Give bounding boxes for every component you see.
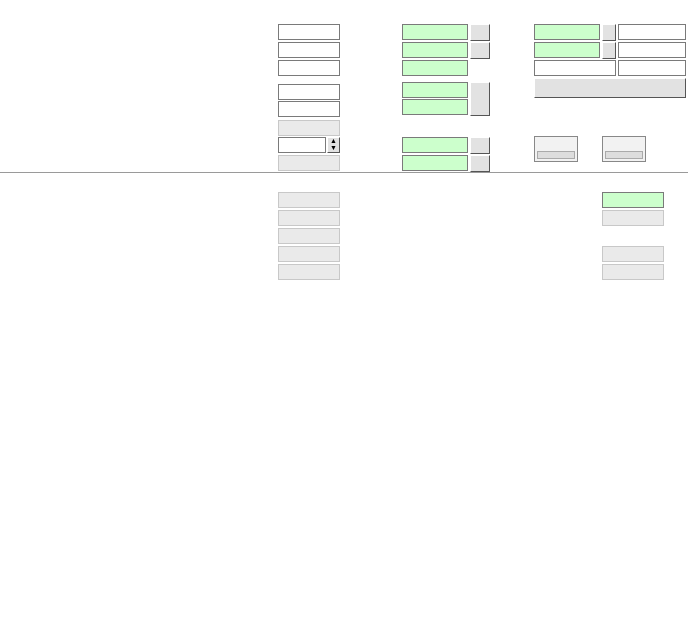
safety-factor <box>602 210 664 226</box>
prelim-value <box>402 42 468 58</box>
const-max-load <box>602 246 664 262</box>
coil-offset <box>278 246 340 262</box>
prelim-value <box>402 137 468 153</box>
optimize-slider[interactable] <box>537 151 575 159</box>
prelim-value <box>402 155 468 171</box>
optimize-dmin-control[interactable] <box>602 136 646 162</box>
prelim-value <box>402 60 468 76</box>
apply-prelim-button[interactable] <box>470 24 490 41</box>
apply-calc-button[interactable] <box>602 24 616 41</box>
deviation-value <box>618 60 686 76</box>
apply-prelim-button[interactable] <box>470 155 490 172</box>
apply-calc-button[interactable] <box>602 42 616 59</box>
wire-diameter-spinner[interactable]: ▲ ▼ <box>327 137 340 153</box>
wire-diameter-input[interactable] <box>278 137 326 153</box>
prelim-value <box>402 99 468 115</box>
max-allowed-load <box>602 192 664 208</box>
spring-rate <box>602 264 664 280</box>
calc-value <box>534 24 600 40</box>
min-diameter-input[interactable] <box>278 84 340 100</box>
spring-mass <box>278 264 340 280</box>
min-load-input[interactable] <box>278 24 340 40</box>
calc-value <box>534 60 616 76</box>
mean-diameter-value <box>278 120 340 136</box>
calc-value <box>534 42 600 58</box>
calculate-button[interactable] <box>534 78 686 98</box>
apply-prelim-button[interactable] <box>470 137 490 154</box>
apply-prelim-button[interactable] <box>470 42 490 59</box>
min-coil-ratio <box>278 192 340 208</box>
max-diameter-input[interactable] <box>278 101 340 117</box>
deviation-value <box>618 24 686 40</box>
max-load-input[interactable] <box>278 42 340 58</box>
optimize-slider[interactable] <box>605 151 643 159</box>
prelim-value <box>402 24 468 40</box>
max-coil-ratio <box>278 210 340 226</box>
diameter-ratio <box>278 228 340 244</box>
apply-prelim-button[interactable] <box>470 82 490 116</box>
stroke-input[interactable] <box>278 60 340 76</box>
optimize-dmax-control[interactable] <box>534 136 578 162</box>
active-coils-value <box>278 155 340 171</box>
deviation-value <box>618 42 686 58</box>
prelim-value <box>402 82 468 98</box>
